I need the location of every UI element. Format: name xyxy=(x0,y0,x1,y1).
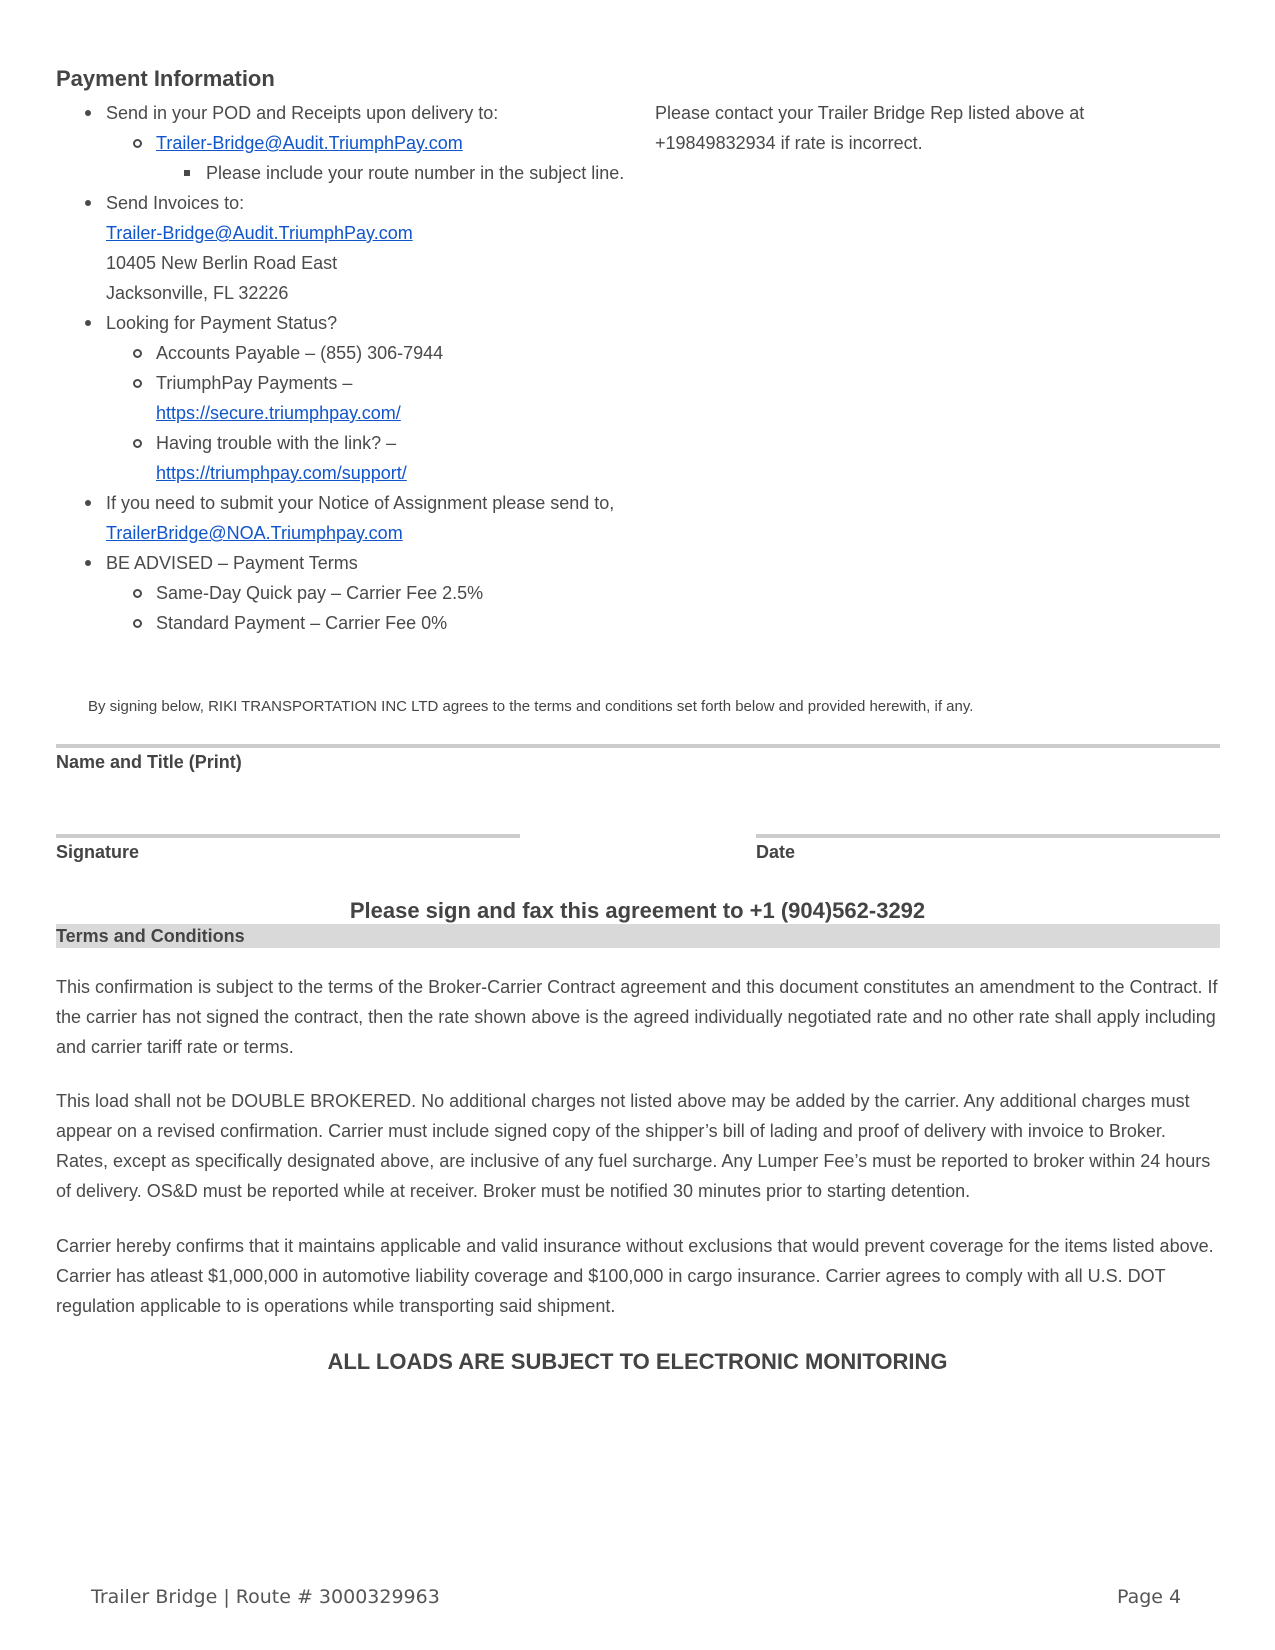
support-link[interactable]: https://triumphpay.com/support/ xyxy=(156,463,407,483)
terms-paragraph-brokering: This load shall not be DOUBLE BROKERED. No additional charges not listed above may be added by the carrier. Any additional charges must appear on a revised confirmation. Carrier must include signed copy of the shipper’s bill of lading and proof of delivery with invoice to Broker. Rates, except as specifically designated above, are inclusive of any fuel surcharge. Any Lumper Fee’s must be reported to broker within 24 hours of delivery. OS&D must be reported while at receiver. Broker must be notified 30 minutes prior to starting detention. xyxy=(56,1091,1211,1201)
triumphpay-link[interactable]: https://secure.triumphpay.com/ xyxy=(156,403,401,423)
pod-note-text: Please include your route number in the subject line. xyxy=(206,163,625,183)
signature-label: Signature xyxy=(56,842,140,862)
accounts-payable-text: Accounts Payable – (855) 306-7944 xyxy=(156,343,444,363)
payment-status-text: Looking for Payment Status? xyxy=(106,313,338,333)
list-item-accounts-payable xyxy=(106,338,626,368)
name-title-line xyxy=(56,744,1220,748)
list-item-trouble xyxy=(106,428,626,488)
noa-text: If you need to submit your Notice of Assignment please send to, xyxy=(106,493,615,513)
footer-page-number: Page 4 xyxy=(1117,1586,1182,1608)
triumphpay-label: TriumphPay Payments – xyxy=(156,373,353,393)
electronic-monitoring-notice: ALL LOADS ARE SUBJECT TO ELECTRONIC MONITORING xyxy=(327,1349,948,1374)
list-item-pod xyxy=(56,98,626,188)
rate-contact-line1: Please contact your Trailer Bridge Rep listed above at xyxy=(655,103,1085,123)
list-item-quickpay xyxy=(106,578,626,608)
invoices-text: Send Invoices to: xyxy=(106,193,245,213)
list-item-noa xyxy=(56,488,626,548)
footer-route: Trailer Bridge | Route # 3000329963 xyxy=(91,1586,440,1608)
trouble-label: Having trouble with the link? – xyxy=(156,433,397,453)
rate-contact-note xyxy=(655,98,1125,158)
standard-payment-text: Standard Payment – Carrier Fee 0% xyxy=(156,613,448,633)
list-item-payment-status xyxy=(56,308,626,488)
signing-agreement-text: By signing below, RIKI TRANSPORTATION INC LTD agrees to the terms and conditions set forth below and provided herewith, if any. xyxy=(88,698,974,715)
invoices-address-line1: 10405 New Berlin Road East xyxy=(106,253,338,273)
terms-paragraph-contract: This confirmation is subject to the terms of the Broker-Carrier Contract agreement and this document constitutes an amendment to the Contract. If the carrier has not signed the contract, then the rate shown above is the agreed individually negotiated rate and no other rate shall apply including and carrier tariff rate or terms. xyxy=(56,977,1218,1057)
payment-terms-text: BE ADVISED – Payment Terms xyxy=(106,553,358,573)
quickpay-text: Same-Day Quick pay – Carrier Fee 2.5% xyxy=(156,583,484,603)
payment-instructions-list xyxy=(56,98,626,638)
date-line xyxy=(756,834,1220,838)
list-item-pod-note xyxy=(156,158,626,188)
fax-instruction: Please sign and fax this agreement to +1 (904)562-3292 xyxy=(349,898,926,923)
invoices-address-line2: Jacksonville, FL 32226 xyxy=(106,283,289,303)
terms-title: Terms and Conditions xyxy=(56,926,245,946)
signature-line xyxy=(56,834,520,838)
terms-paragraph-insurance: Carrier hereby confirms that it maintains applicable and valid insurance without exclusions that would prevent coverage for the items listed above. Carrier has atleast $1,000,000 in automotive liability coverage and $100,000 in cargo insurance. Carrier agrees to comply with all U.S. DOT regulation applicable to is operations while transporting said shipment. xyxy=(56,1236,1214,1316)
list-item-invoices xyxy=(56,188,626,308)
invoices-email-link[interactable]: Trailer-Bridge@Audit.TriumphPay.com xyxy=(106,223,413,243)
pod-text: Send in your POD and Receipts upon delivery to: xyxy=(106,103,499,123)
list-item-pod-email xyxy=(106,128,626,188)
name-title-label: Name and Title (Print) xyxy=(56,752,242,772)
rate-contact-line2: +19849832934 if rate is incorrect. xyxy=(655,133,923,153)
payment-information-title: Payment Information xyxy=(56,66,275,91)
list-item-standard xyxy=(106,608,626,638)
list-item-triumphpay xyxy=(106,368,626,428)
list-item-payment-terms xyxy=(56,548,626,638)
noa-email-link[interactable]: TrailerBridge@NOA.Triumphpay.com xyxy=(106,523,403,543)
pod-email-link[interactable]: Trailer-Bridge@Audit.TriumphPay.com xyxy=(156,133,463,153)
date-label: Date xyxy=(756,842,796,862)
